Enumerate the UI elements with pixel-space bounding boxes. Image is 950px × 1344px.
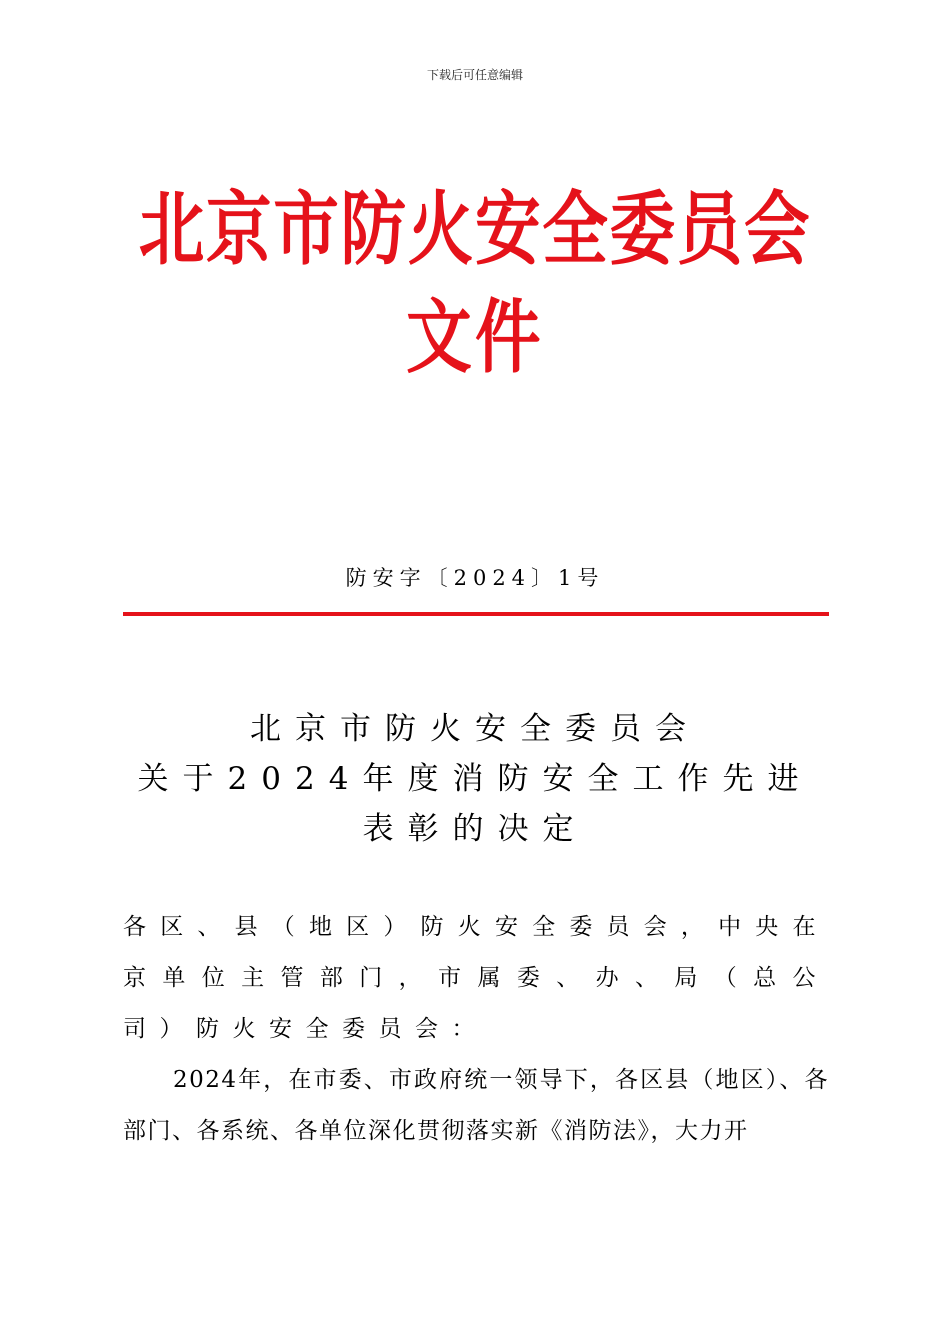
red-divider: [123, 612, 829, 616]
header-note: 下载后可任意编辑: [426, 68, 523, 82]
document-title-line-3: 表彰的决定: [362, 811, 588, 847]
document-title-line-2: 关于2024年度消防安全工作先进: [137, 761, 813, 797]
body-paragraph: 2024年，在市委、市政府统一领导下，各区县（地区）、各部门、各系统、各单位深化贯彻落实新《消防法》，大力开: [123, 1067, 829, 1144]
issuer-name: 北京市防火安全委员会: [138, 183, 812, 276]
document-title-line-1: 北京市防火安全委员会: [250, 711, 700, 747]
document-title: [110, 704, 840, 854]
issuer-doc-label: 文件: [406, 291, 544, 384]
document-body: [123, 902, 829, 1157]
issuer-title: [86, 176, 865, 392]
document-number: 防安字〔2024〕1号: [345, 566, 605, 590]
salutation: 各区、县（地区）防火安全委员会，中央在京单位主管部门，市属委、办、局（总公司）防火安全委员会：: [123, 914, 829, 1042]
